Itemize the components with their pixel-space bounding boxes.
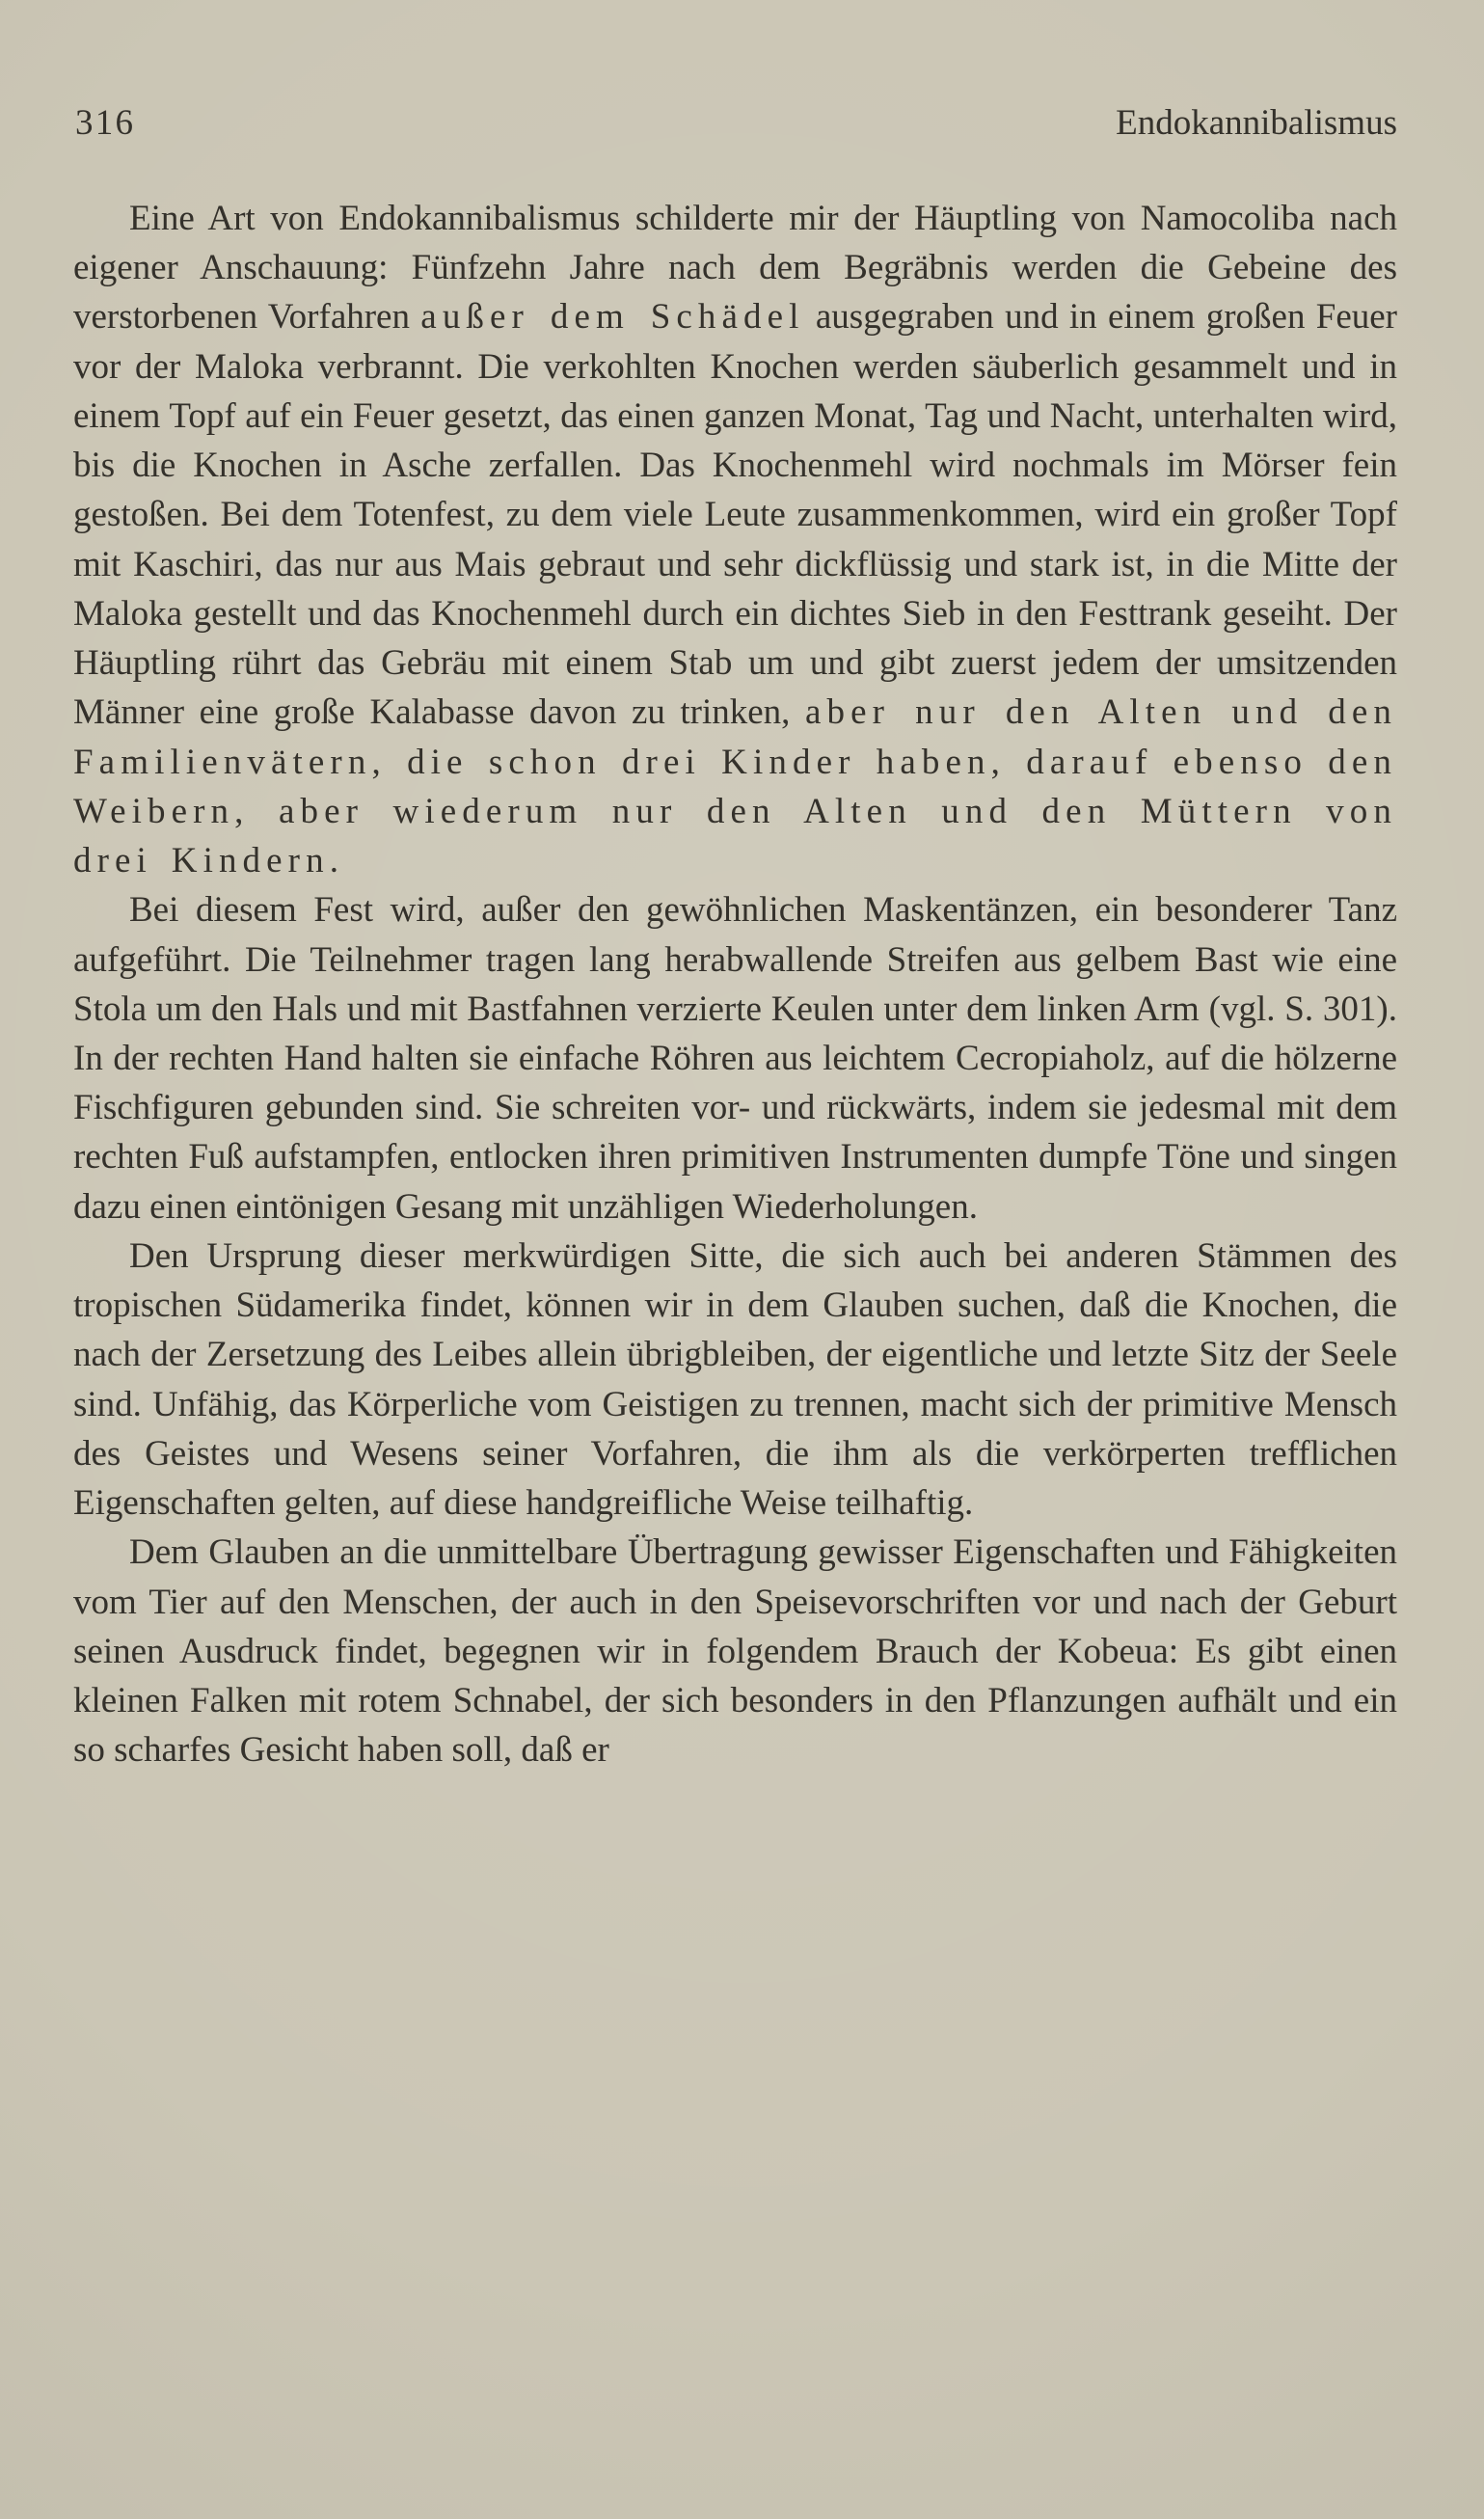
paragraph-origin-belief (73, 1232, 1397, 1528)
text-segment: ausgegraben und in einem großen Feuer vor der Maloka verbrannt. Die verkohlten Knochen werden säuberlich gesammelt und in einem Topf auf ein Feuer gesetzt, das einen ganzen Monat, Tag und Nacht, unterhalten wird, bis die Knochen in Asche zerfallen. Das Knochenmehl wird nochmals im Mörser fein gestoßen. Bei dem Totenfest, zu dem viele Leute zusammenkommen, wird ein großer Topf mit Kaschiri, das nur aus Mais gebraut und sehr dickflüssig und stark ist, in die Mitte der Maloka gestellt und das Knochenmehl durch ein dichtes Sieb in den Festtrank geseiht. Der Häuptling rührt das Gebräu mit einem Stab um und gibt zuerst jedem der umsitzenden Männer eine große Kalabasse davon zu trinken, (73, 297, 1397, 733)
running-head: Endokannibalismus (1116, 103, 1397, 143)
page-number: 316 (75, 103, 136, 143)
text-segment: Den Ursprung dieser merkwürdigen Sitte, die sich auch bei anderen Stämmen des tropischen Südamerika findet, können wir in dem Glauben suchen, daß die Knochen, die nach der Zersetzung des Leibes allein übrigbleiben, der eigentliche und letzte Sitz der Seele sind. Unfähig, das Körperliche vom Geistigen zu trennen, macht sich der primitive Mensch des Geistes und Wesens seiner Vorfahren, die ihm als die verkörperten trefflichen Eigenschaften gelten, auf diese handgreifliche Weise teilhaftig. (73, 1235, 1397, 1524)
text-segment: Dem Glauben an die unmittelbare Übertragung gewisser Eigenschaften und Fähigkeiten vom Tier auf den Menschen, der auch in den Speisevorschriften vor und nach der Geburt seinen Ausdruck findet, begegnen wir in folgendem Brauch der Kobeua: Es gibt einen kleinen Falken mit rotem Schnabel, der sich besonders in den Pflanzungen aufhält und ein so scharfes Gesicht haben soll, daß er (73, 1532, 1397, 1771)
paragraph-burial-ritual (73, 194, 1397, 885)
paragraph-mask-dance (73, 885, 1397, 1232)
page-header (73, 102, 1397, 144)
text-segment-spaced: aber nur den Alten und den Familienvätern, die schon drei Kinder haben, darauf ebenso den Weibern, aber wiederum nur den Alten und den Müttern von drei Kindern. (73, 692, 1397, 881)
text-segment: Bei diesem Fest wird, außer den gewöhnlichen Maskentänzen, ein besonderer Tanz aufgeführt. Die Teilnehmer tragen lang herabwallende Streifen aus gelbem Bast wie eine Stola um den Hals und mit Bastfahnen verzierte Keulen unter dem linken Arm (vgl. S. 301). In der rechten Hand halten sie einfache Röhren aus leichtem Cecropiaholz, auf die hölzerne Fischfiguren gebunden sind. Sie schreiten vor- und rückwärts, indem sie jedesmal mit dem rechten Fuß aufstampfen, entlocken ihren primitiven Instrumenten dumpfe Töne und singen dazu einen eintönigen Gesang mit unzähligen Wiederholungen. (73, 890, 1397, 1227)
text-segment: Eine Art von Endokannibalismus schilderte mir der Häuptling von Namocoliba nach eigener Anschauung: Fünfzehn Jahre nach dem Begräbnis werden die Gebeine des verstorbenen Vorfahren (73, 199, 1397, 338)
text-block (73, 194, 1397, 1775)
paragraph-kobeua-falcon (73, 1528, 1397, 1774)
text-segment-spaced: außer dem Schädel (420, 297, 805, 338)
